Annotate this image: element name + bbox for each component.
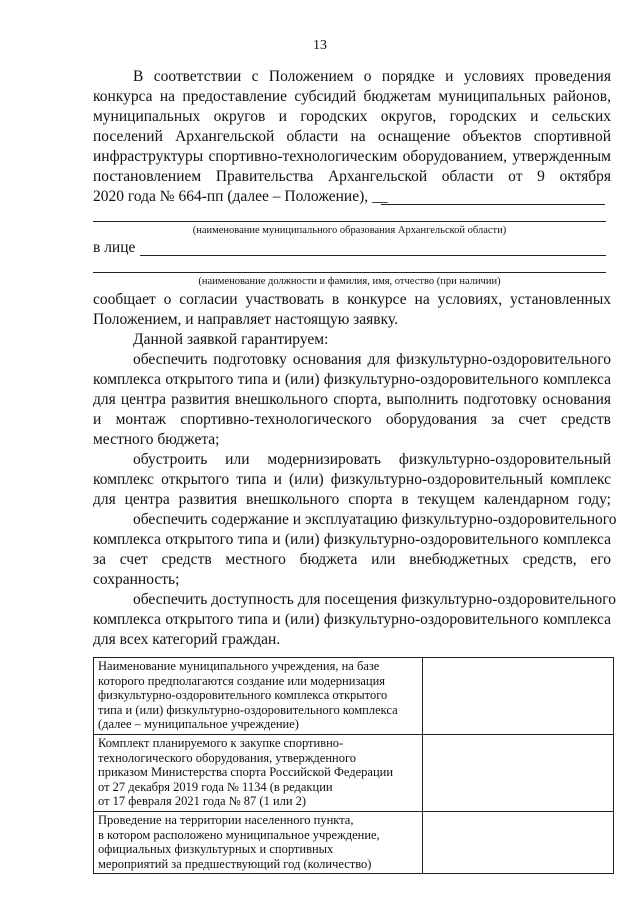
table-cell-value[interactable] (423, 658, 614, 735)
in-person-label: в лице (93, 239, 136, 256)
intro-line-1: В соответствии с Положением о порядке и условиях проведения (133, 68, 611, 85)
cell-text-line: Наименование муниципального учреждения, на базе (98, 659, 380, 673)
cell-text-line: физкультурно-оздоровительного комплекса открытого (98, 688, 388, 703)
body-line-11: для центра развития внешкольного спорта в текущем календарном году; (93, 491, 611, 508)
body-line-4: обеспечить подготовку основания для физкультурно-оздоровительного (133, 351, 611, 368)
intro-line-4: поселений Архангельской области на оснащение объектов спортивной (93, 128, 611, 145)
table-cell-label (94, 811, 423, 873)
application-table (93, 657, 614, 874)
cell-text-line: в котором расположено муниципальное учреждение, (98, 827, 380, 842)
body-line-8: местного бюджета; (93, 431, 220, 448)
cell-text-line: мероприятий за предшествующий год (количество) (98, 856, 372, 871)
table-cell-value[interactable] (423, 811, 614, 873)
table-row (94, 734, 614, 811)
body-line-1: сообщает о согласии участвовать в конкурсе на условиях, установленных (93, 291, 611, 308)
cell-text-line: технологического оборудования, утвержденного (98, 750, 357, 765)
guarantee-heading: Данной заявкой гарантируем: (133, 331, 329, 348)
cell-text-line: типа и (или) физкультурно-оздоровительного комплекса (98, 702, 398, 717)
position-caption: (наименование должности и фамилия, имя, отчество (при наличии) (198, 276, 501, 287)
municipality-name-line[interactable] (93, 221, 606, 222)
municipality-fill-line[interactable] (381, 204, 605, 205)
intro-line-5: инфраструктуры спортивно-технологическим оборудованием, утвержденным (93, 148, 611, 165)
position-line[interactable] (93, 272, 606, 273)
body-line-18: для всех категорий граждан. (93, 631, 281, 648)
intro-line-2: конкурса на предоставление субсидий бюджетам муниципальных районов, (93, 88, 611, 105)
cell-text-line: официальных физкультурных и спортивных (98, 842, 334, 857)
municipality-caption: (наименование муниципального образования Архангельской области) (192, 225, 507, 236)
body-line-15: сохранность; (93, 571, 180, 588)
body-line-9: обустроить или модернизировать физкультурно-оздоровительный (133, 451, 611, 468)
body-line-16: обеспечить доступность для посещения физкультурно-оздоровительного (133, 591, 617, 608)
cell-text-line: Комплект планируемого к закупке спортивно- (98, 735, 344, 750)
table-cell-label (94, 734, 423, 811)
body-line-17: комплекса открытого типа и (или) физкультурно-оздоровительного комплекса (93, 611, 611, 628)
body-line-12: обеспечить содержание и эксплуатацию физкультурно-оздоровительного (133, 511, 617, 528)
body-line-7: и монтаж спортивно-технологического оборудования за счет средств (93, 411, 611, 428)
cell-text-line: которого предполагаются создание или модернизация (98, 673, 386, 688)
cell-text-line: от 27 декабря 2019 года № 1134 (в редакции (98, 779, 333, 794)
intro-line-3: муниципальных округов и городских округов, городских и сельских (93, 108, 611, 125)
in-person-fill-line[interactable] (140, 255, 606, 256)
page-number: 13 (313, 38, 327, 53)
body-line-6: для центра развития внешкольного спорта, выполнить подготовку основания (93, 391, 611, 408)
body-line-2: Положением, и направляет настоящую заявку. (93, 311, 399, 328)
body-line-5: комплекса открытого типа и (или) физкультурно-оздоровительного комплекса (93, 371, 611, 388)
table-row (94, 811, 614, 873)
body-line-14: за счет средств местного бюджета или внебюджетных средств, его (93, 551, 611, 568)
body-line-13: комплекса открытого типа и (или) физкультурно-оздоровительного комплекса (93, 531, 611, 548)
table-row (94, 658, 614, 735)
cell-text-line: (далее – муниципальное учреждение) (98, 717, 299, 732)
body-line-10: комплекс открытого типа и (или) физкультурно-оздоровительный комплекс (93, 471, 611, 488)
cell-text-line: от 17 февраля 2021 года № 87 (1 или 2) (98, 794, 307, 809)
table-cell-label (94, 658, 423, 735)
cell-text-line: Проведение на территории населенного пункта, (98, 812, 354, 827)
table-cell-value[interactable] (423, 734, 614, 811)
cell-text-line: приказом Министерства спорта Российской Федерации (98, 765, 394, 780)
intro-line-6: постановлением Правительства Архангельской области от 9 октября (93, 168, 611, 185)
intro-line-7: 2020 года № 664-пп (далее – Положение), __ (93, 188, 388, 205)
